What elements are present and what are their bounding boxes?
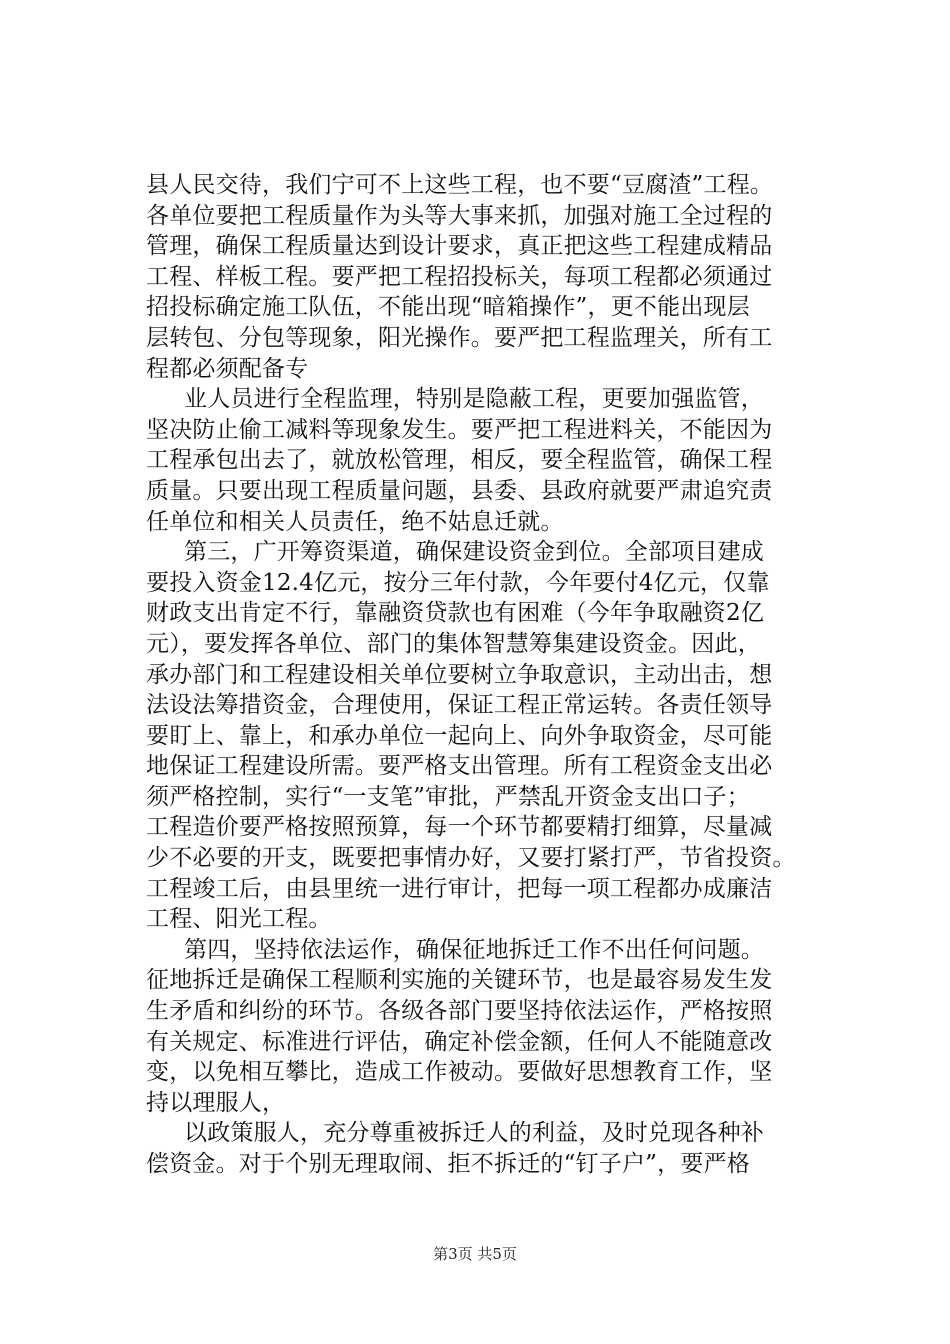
text-line: 要盯上、靠上，和承办单位一起向上、向外争取资金，尽可能 [146,722,773,749]
body-text [146,170,806,1180]
text-line: 工程承包出去了，就放松管理，相反，要全程监管，确保工程 [146,447,773,474]
text-line: 法设法筹措资金，合理使用，保证工程正常运转。各责任领导 [146,692,773,719]
text-line: 要投入资金12.4亿元，按分三年付款，今年要付4亿元，仅靠 [146,569,770,596]
text-line: 财政支出肯定不行，靠融资贷款也有困难（今年争取融资2亿 [146,600,765,627]
text-line: 工程、阳光工程。 [146,906,332,933]
text-line: 以政策服人，充分尊重被拆迁人的利益，及时兑现各种补 [184,1120,764,1147]
text-line: 层转包、分包等现象，阳光操作。要严把工程监理关，所有工 [146,324,773,351]
text-line: 须严格控制，实行“一支笔”审批，严禁乱开资金支出口子； [146,783,750,810]
text-line: 程都必须配备专 [146,355,309,382]
text-line: 招投标确定施工队伍，不能出现“暗箱操作”，更不能出现层 [146,294,750,321]
text-line: 第四，坚持依法运作，确保征地拆迁工作不出任何问题。 [184,936,764,963]
page-footer: 第3页 共5页 [433,1245,517,1263]
text-line: 生矛盾和纠纷的环节。各级各部门要坚持依法运作，严格按照 [146,998,773,1025]
text-line: 工程造价要严格按照预算，每一个环节都要精打细算，尽量减 [146,814,773,841]
text-line: 变，以免相互攀比，造成工作被动。要做好思想教育工作，坚 [146,1059,773,1086]
text-line: 各单位要把工程质量作为头等大事来抓，加强对施工全过程的 [146,202,773,229]
text-line: 任单位和相关人员责任，绝不姑息迁就。 [146,508,564,535]
text-line: 管理，确保工程质量达到设计要求，真正把这些工程建成精品 [146,233,773,260]
text-line: 质量。只要出现工程质量问题，县委、县政府就要严肃追究责 [146,477,773,504]
text-line: 坚决防止偷工减料等现象发生。要严把工程进料关，不能因为 [146,416,773,443]
text-line: 承办部门和工程建设相关单位要树立争取意识，主动出击，想 [146,661,773,688]
text-line: 持以理服人， [146,1089,286,1116]
text-line: 元），要发挥各单位、部门的集体智慧筹集建设资金。因此， [146,630,761,657]
text-line: 业人员进行全程监理，特别是隐蔽工程，更要加强监管， [184,386,764,413]
text-line: 工程、样板工程。要严把工程招投标关，每项工程都必须通过 [146,263,773,290]
text-line: 少不必要的开支，既要把事情办好，又要打紧打严，节省投资。 [146,845,796,872]
text-line: 有关规定、标准进行评估，确定补偿金额，任何人不能随意改 [146,1028,773,1055]
text-line: 县人民交待，我们宁可不上这些工程，也不要“豆腐渣”工程。 [146,172,774,198]
text-line: 第三，广开筹资渠道，确保建设资金到位。全部项目建成 [184,539,764,566]
text-line: 地保证工程建设所需。要严格支出管理。所有工程资金支出必 [146,753,773,780]
text-line: 征地拆迁是确保工程顺利实施的关键环节，也是最容易发生发 [146,967,773,994]
text-line: 偿资金。对于个别无理取闹、拒不拆迁的“钉子户”，要严格 [146,1151,750,1177]
text-line: 工程竣工后，由县里统一进行审计，把每一项工程都办成廉洁 [146,875,773,902]
